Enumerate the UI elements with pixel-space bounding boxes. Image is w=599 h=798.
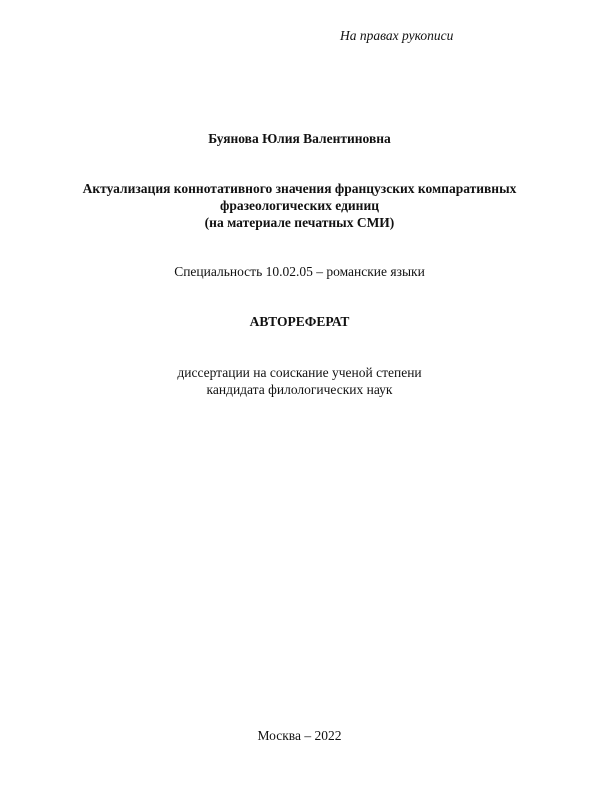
title-line-2: фразеологических единиц [219, 198, 380, 213]
title-line-3: (на материале печатных СМИ) [204, 215, 395, 230]
rights-note: На правах рукописи [340, 28, 454, 43]
place-year: Москва – 2022 [257, 728, 342, 743]
specialty-text: Специальность 10.02.05 – романские языки [174, 264, 425, 279]
author-name: Буянова Юлия Валентиновна [208, 131, 391, 146]
purpose-line-2: кандидата филологических наук [206, 382, 393, 397]
purpose-line-1: диссертации на соискание ученой степени [177, 365, 422, 380]
document-type: АВТОРЕФЕРАТ [249, 314, 350, 329]
title-line-1: Актуализация коннотативного значения французских компаративных [82, 181, 517, 196]
